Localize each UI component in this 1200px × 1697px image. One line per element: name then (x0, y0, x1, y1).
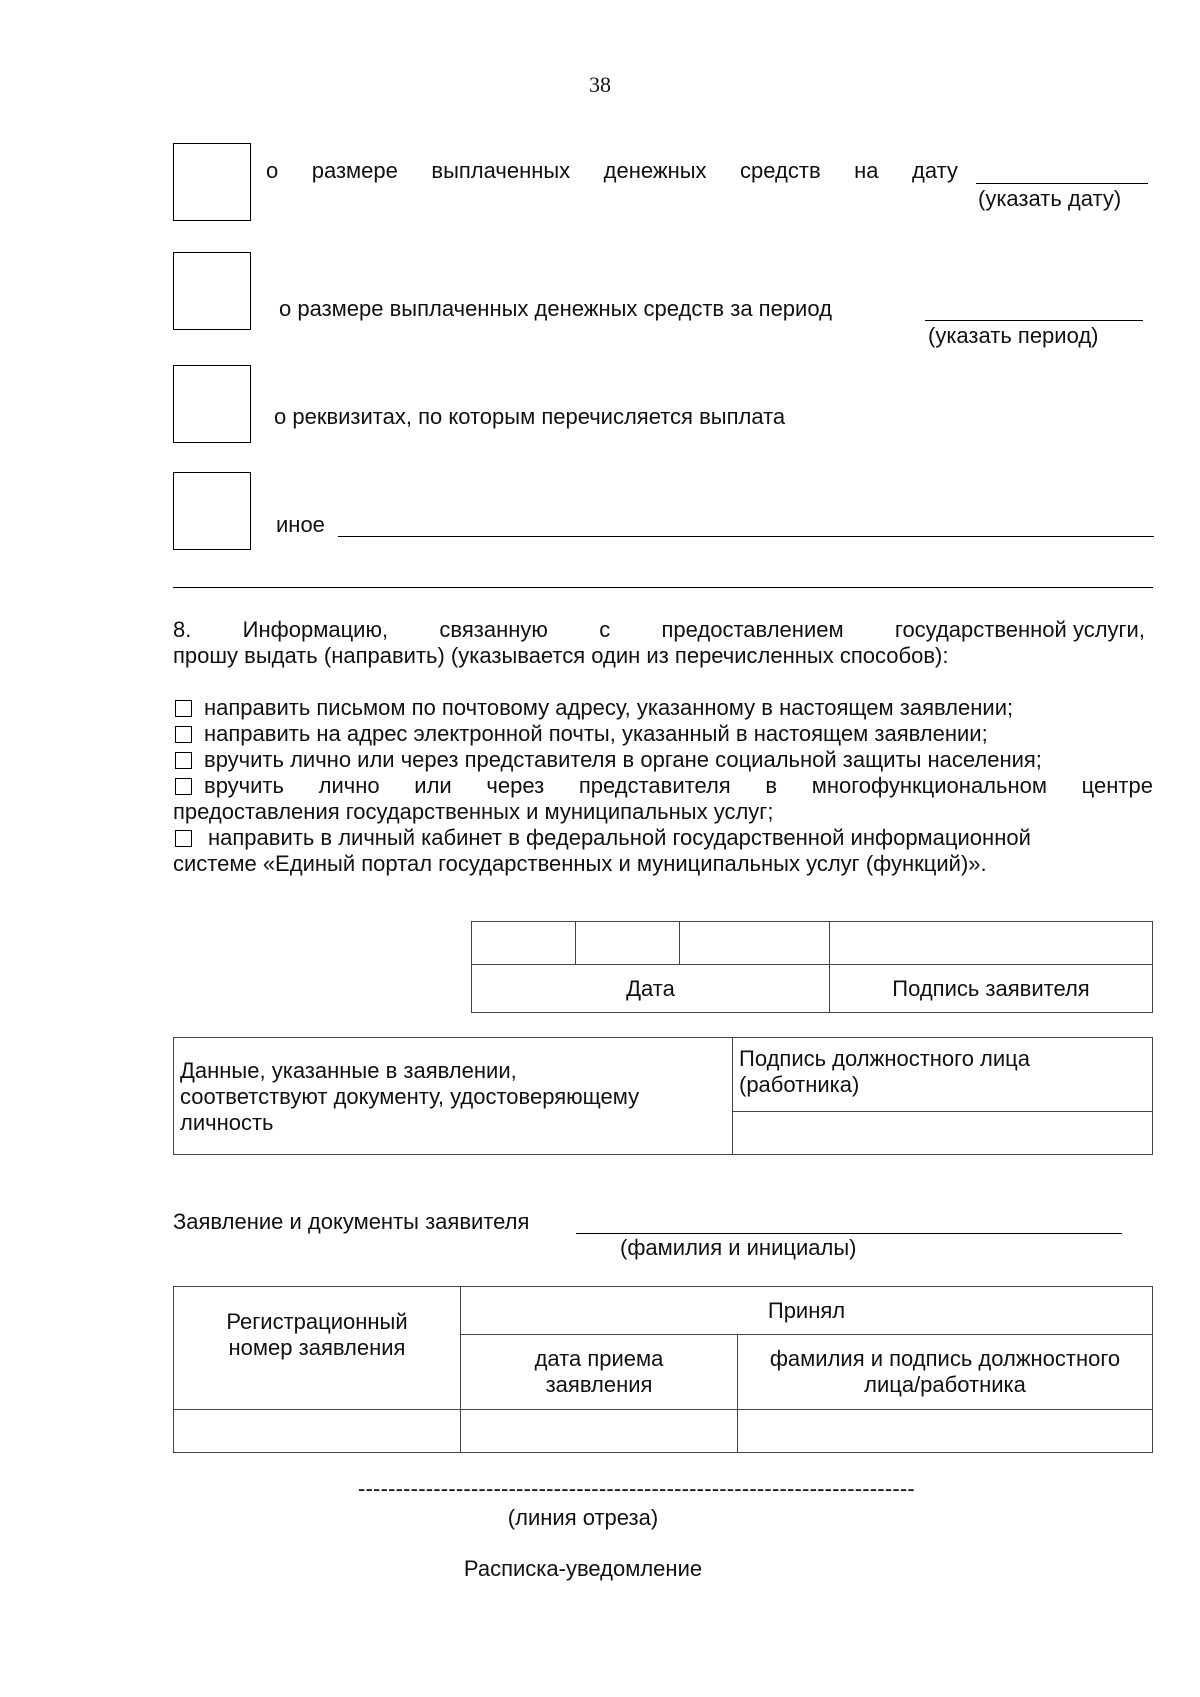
text-part: на (854, 158, 879, 183)
text-part: связанную (439, 617, 548, 642)
date-year-cell[interactable] (680, 922, 830, 965)
text-part: о (266, 158, 279, 183)
checkbox-email[interactable] (175, 726, 192, 743)
date-month-cell[interactable] (576, 922, 680, 965)
verification-text-line: Данные, указанные в заявлении, (180, 1058, 517, 1083)
registration-table (173, 1286, 1153, 1453)
date-received-header (461, 1335, 738, 1410)
official-name-line: фамилия и подпись должностного (769, 1346, 1121, 1371)
signature-label: Подпись заявителя (830, 965, 1153, 1013)
reg-number-cell[interactable] (174, 1410, 461, 1453)
official-name-line: лица/работника (864, 1372, 1026, 1397)
paid-for-period-label: о размере выплаченных денежных средств за период (279, 296, 832, 321)
applicant-name-hint: (фамилия и инициалы) (620, 1235, 857, 1260)
date-received-line: дата приема (534, 1346, 664, 1371)
checkbox-social-protection[interactable] (175, 752, 192, 769)
checkbox-portal[interactable] (175, 830, 192, 847)
date-received-line: заявления (545, 1372, 653, 1397)
official-name-cell[interactable] (738, 1410, 1153, 1453)
signature-table (471, 921, 1153, 1013)
text-part: размере (311, 158, 398, 183)
checkbox-other[interactable] (173, 472, 251, 550)
text-part: денежных (603, 158, 707, 183)
applicant-name-line[interactable] (576, 1233, 1122, 1234)
receipt-title: Расписка-уведомление (463, 1556, 703, 1581)
text-part: дату (912, 158, 958, 183)
other-label: иное (276, 512, 325, 537)
date-day-cell[interactable] (472, 922, 576, 965)
verification-text-cell (174, 1038, 733, 1155)
delivery-option-portal (175, 825, 1031, 851)
official-header-line: Подпись должностного лица (739, 1046, 1031, 1071)
official-name-header (738, 1335, 1153, 1410)
checkbox-mfc[interactable] (175, 778, 192, 795)
delivery-option-portal-line2: системе «Единый портал государственных и муниципальных услуг (функций)». (173, 851, 987, 876)
delivery-option-mfc-line2: предоставления государственных и муниципальных услуг; (173, 799, 774, 824)
text-part: с (599, 617, 611, 642)
verification-text-line: личность (180, 1110, 274, 1135)
text-part: через (486, 773, 545, 798)
text-part: в (765, 773, 778, 798)
delivery-option-mail (175, 695, 1013, 721)
page-number: 38 (589, 72, 611, 97)
official-signature-cell[interactable] (733, 1112, 1153, 1155)
date-blank-line[interactable] (976, 183, 1148, 184)
other-blank-line[interactable] (338, 536, 1154, 537)
text-part: 8. (173, 617, 192, 642)
option-text: направить в личный кабинет в федеральной государственной информационной (208, 825, 1031, 850)
official-header-line: (работника) (739, 1072, 860, 1097)
delivery-option-social (175, 747, 1042, 773)
date-label: Дата (472, 965, 830, 1013)
delivery-option-email (175, 721, 988, 747)
text-part: лично (318, 773, 380, 798)
checkbox-paid-for-period[interactable] (173, 252, 251, 330)
delivery-option-mfc (175, 773, 1153, 799)
documents-label: Заявление и документы заявителя (173, 1209, 530, 1234)
text-part: центре (1081, 773, 1153, 798)
text-part: многофункциональном (811, 773, 1047, 798)
option-text: направить письмом по почтовому адресу, указанному в настоящем заявлении; (204, 695, 1014, 720)
option-text (204, 773, 1153, 799)
date-received-cell[interactable] (461, 1410, 738, 1453)
signature-cell[interactable] (830, 922, 1153, 965)
text-part: государственной услуги, (894, 617, 1145, 642)
text-part: выплаченных (431, 158, 571, 183)
text-part: или (414, 773, 452, 798)
option-text: вручить лично или через представителя в органе социальной защиты населения; (204, 747, 1042, 772)
reg-number-line: номер заявления (228, 1335, 406, 1360)
payment-details-label: о реквизитах, по которым перечисляется выплата (274, 404, 786, 429)
cut-line-label: (линия отреза) (507, 1505, 659, 1530)
text-part: вручить (204, 773, 284, 798)
option-text: направить на адрес электронной почты, указанный в настоящем заявлении; (204, 721, 988, 746)
official-signature-header (733, 1038, 1153, 1112)
other-continuation-line[interactable] (173, 587, 1153, 588)
verification-table (173, 1037, 1153, 1155)
text-part: средств (740, 158, 821, 183)
paid-on-date-label (266, 158, 958, 184)
period-blank-line[interactable] (925, 320, 1143, 321)
checkbox-paid-on-date[interactable] (173, 143, 251, 221)
reg-number-header (174, 1287, 461, 1410)
verification-text-line: соответствуют документу, удостоверяющему (180, 1084, 640, 1109)
text-part: представителя (578, 773, 731, 798)
accepted-header: Принял (461, 1287, 1153, 1335)
checkbox-mail[interactable] (175, 700, 192, 717)
cut-line-dashes: -------------------------------------------------------------------------- (358, 1476, 915, 1501)
reg-number-line: Регистрационный (226, 1309, 408, 1334)
period-hint: (указать период) (928, 323, 1099, 348)
section8-intro-line2: прошу выдать (направить) (указывается один из перечисленных способов): (173, 643, 949, 668)
section8-intro-line1 (173, 617, 1145, 643)
checkbox-payment-details[interactable] (173, 365, 251, 443)
text-part: Информацию, (242, 617, 389, 642)
text-part: предоставлением (661, 617, 844, 642)
date-hint: (указать дату) (978, 186, 1122, 211)
